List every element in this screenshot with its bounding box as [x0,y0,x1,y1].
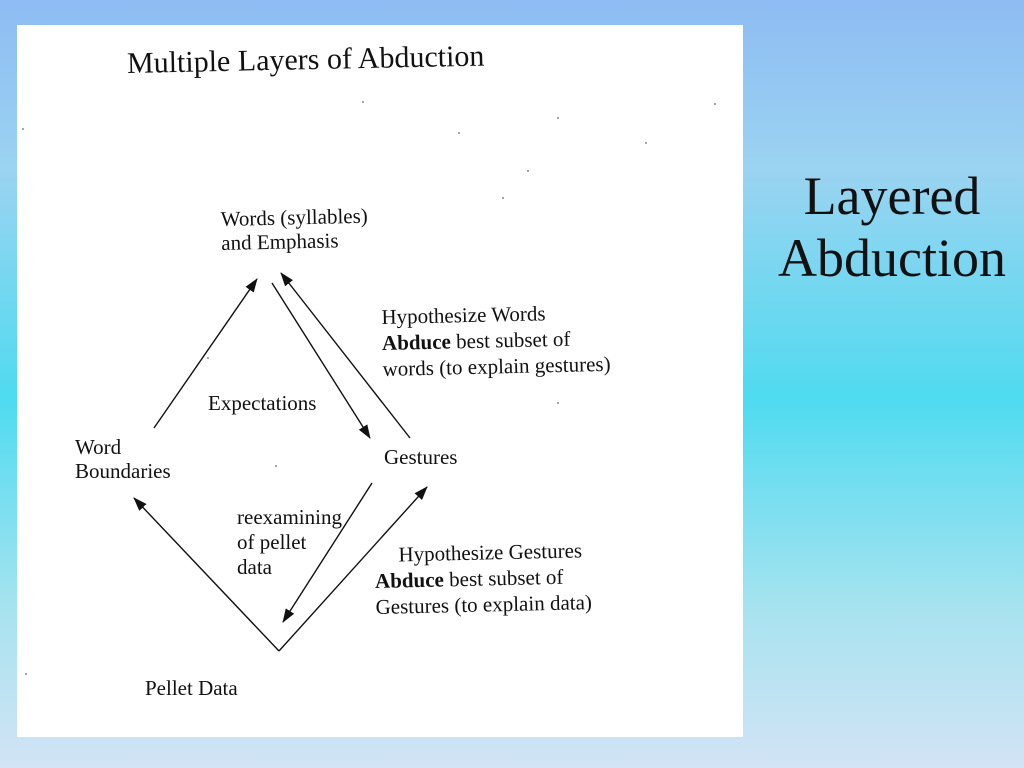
label-hypothesize-words [381,299,611,382]
hyp-words-bold: Abduce [381,329,452,355]
hyp-gestures-bold: Abduce [374,567,445,593]
node-words-line1: Words (syllables) [220,203,368,231]
hyp-words-line3: words (to explain gestures) [382,351,611,381]
diagram-arrows [17,25,743,737]
hyp-gestures-line3: Gestures (to explain data) [375,590,593,619]
diagram-title: Multiple Layers of Abduction [126,39,485,80]
label-reexamining [237,505,342,580]
node-word-boundaries [75,435,171,483]
hyp-gestures-line1: Hypothesize Gestures [398,538,583,567]
hyp-gestures-line2-rest: best subset of [443,564,564,592]
label-reexamining-line1: reexamining [237,505,342,529]
slide-title [760,165,1024,289]
node-words [220,204,368,255]
label-hypothesize-gestures [374,537,592,620]
label-expectations: Expectations [208,391,317,415]
node-words-line2: and Emphasis [221,228,339,255]
slide-title-line2: Abduction [778,228,1006,288]
scanned-diagram-panel [17,25,743,737]
node-word-boundaries-line2: Boundaries [75,459,171,483]
node-gestures: Gestures [384,445,458,469]
hyp-words-line2-rest: best subset of [450,326,571,354]
label-reexamining-line3: data [237,555,272,579]
node-word-boundaries-line1: Word [75,435,122,459]
node-pellet-data: Pellet Data [145,676,238,700]
slide-title-line1: Layered [803,166,981,226]
label-reexamining-line2: of pellet [237,530,307,554]
hyp-words-line1: Hypothesize Words [381,301,546,330]
